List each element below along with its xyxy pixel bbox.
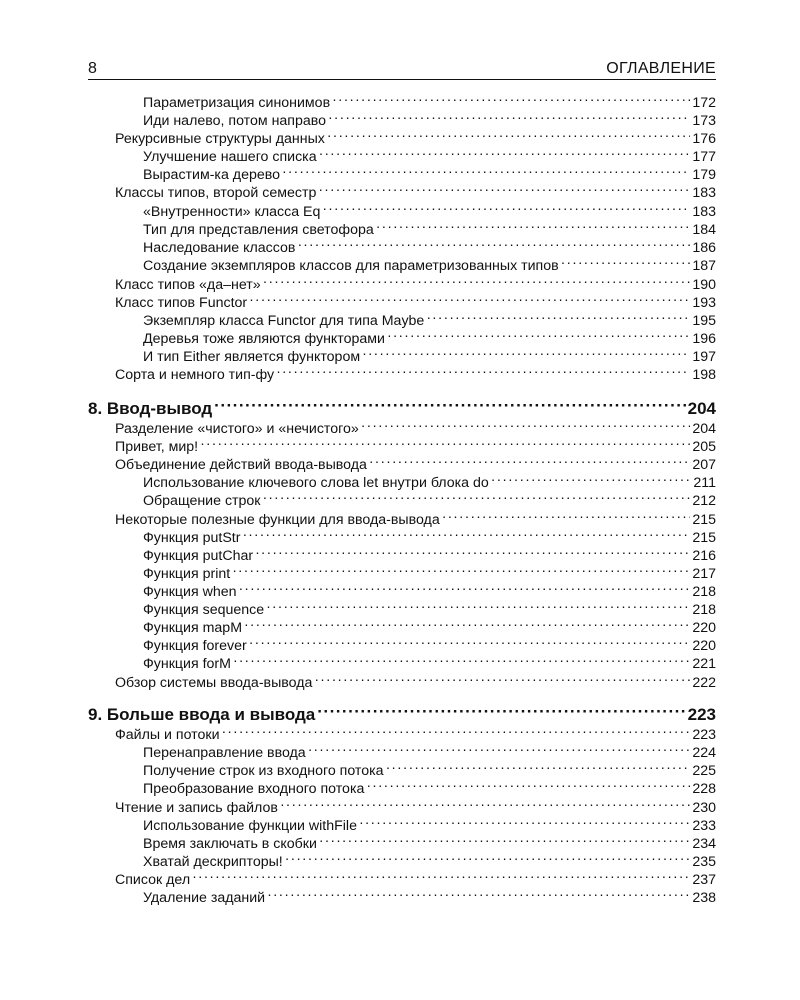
toc-subsection <box>143 780 716 798</box>
toc-subsection <box>143 330 716 348</box>
toc-entry-page: 223 <box>692 727 716 743</box>
dot-leader <box>491 474 692 489</box>
dot-leader <box>359 817 690 832</box>
dot-leader <box>222 726 691 741</box>
toc-entry-title: Обзор системы ввода-вывода <box>115 675 313 691</box>
dot-leader <box>328 112 690 127</box>
toc-subsection <box>143 817 716 835</box>
dot-leader <box>319 835 690 850</box>
toc-entry-title: Перенаправление ввода <box>143 745 306 761</box>
toc-entry-title: Использование функции withFile <box>143 818 357 834</box>
dot-leader <box>442 511 691 526</box>
toc-entry-title: Функция when <box>143 584 237 600</box>
toc-entry-title: Функция putStr <box>143 530 241 546</box>
toc-entry-page: 225 <box>692 763 716 779</box>
toc-entry-title: Деревья тоже являются функторами <box>143 331 385 347</box>
dot-leader <box>266 601 690 616</box>
toc-section <box>115 511 716 529</box>
toc-entry-page: 221 <box>692 656 716 672</box>
toc-entry-title: Удаление заданий <box>143 890 266 906</box>
toc-section <box>115 276 716 294</box>
toc-entry-page: 218 <box>692 584 716 600</box>
dot-leader <box>361 420 691 435</box>
dot-leader <box>282 166 690 181</box>
toc-entry-page: 196 <box>692 331 716 347</box>
toc-subsection <box>143 529 716 547</box>
toc-entry-page: 220 <box>692 620 716 636</box>
dot-leader <box>276 366 690 381</box>
toc-entry-title: Улучшение нашего списка <box>143 149 317 165</box>
toc-subsection <box>143 853 716 871</box>
toc-entry-page: 224 <box>692 745 716 761</box>
toc-entry-title: Привет, мир! <box>115 439 199 455</box>
toc-entry-title: Рекурсивные структуры данных <box>115 131 325 147</box>
toc-entry-page: 205 <box>692 439 716 455</box>
dot-leader <box>332 94 690 109</box>
toc-subsection <box>143 94 716 112</box>
toc-subsection <box>143 312 716 330</box>
toc-entry-page: 228 <box>692 781 716 797</box>
toc-entry-title: Разделение «чистого» и «нечистого» <box>115 421 359 437</box>
toc-section <box>115 438 716 456</box>
dot-leader <box>249 294 690 309</box>
toc-entry-title: Использование ключевого слова let внутри блока do <box>143 475 489 491</box>
toc-entry-page: 222 <box>692 675 716 691</box>
page-number: 8 <box>88 60 97 77</box>
toc-entry-title: 9. Больше ввода и вывода <box>88 705 316 724</box>
toc-subsection <box>143 619 716 637</box>
toc-subsection <box>143 655 716 673</box>
toc-entry-page: 212 <box>692 493 716 509</box>
toc-subsection <box>143 601 716 619</box>
toc-entry-page: 204 <box>687 399 716 418</box>
dot-leader <box>426 312 690 327</box>
dot-leader <box>242 529 690 544</box>
dot-leader <box>285 853 691 868</box>
dot-leader <box>376 221 691 236</box>
toc-entry-page: 217 <box>692 566 716 582</box>
toc-entry-page: 183 <box>692 185 716 201</box>
toc-entry-page: 186 <box>692 240 716 256</box>
toc-entry-page: 172 <box>692 95 716 111</box>
dot-leader <box>244 619 690 634</box>
toc-subsection <box>143 166 716 184</box>
dot-leader <box>263 276 691 291</box>
toc-entry-title: И тип Either является функтором <box>143 349 361 365</box>
toc-entry-page: 193 <box>692 295 716 311</box>
toc-subsection <box>143 583 716 601</box>
dot-leader <box>267 889 690 904</box>
toc-section <box>115 871 716 889</box>
toc-entry-title: Некоторые полезные функции для ввода-вывода <box>115 512 440 528</box>
toc-section <box>115 799 716 817</box>
toc-entry-page: 179 <box>692 167 716 183</box>
dot-leader <box>214 398 685 417</box>
toc-entry-page: 220 <box>692 638 716 654</box>
dot-leader <box>327 130 690 145</box>
dot-leader <box>366 780 690 795</box>
toc-entry-title: Чтение и запись файлов <box>115 800 278 816</box>
toc-entry-title: Преобразование входного потока <box>143 781 365 797</box>
dot-leader <box>239 583 691 598</box>
toc-subsection <box>143 112 716 130</box>
toc-subsection <box>143 221 716 239</box>
toc-entry-page: 184 <box>692 222 716 238</box>
toc-entry-page: 183 <box>692 204 716 220</box>
toc-entry-title: Хватай дескрипторы! <box>143 854 283 870</box>
toc-subsection <box>143 239 716 257</box>
toc-entry-page: 197 <box>692 349 716 365</box>
toc-entry-title: Тип для представления светофора <box>143 222 374 238</box>
toc-entry-title: 8. Ввод-вывод <box>88 399 213 418</box>
toc-subsection <box>143 348 716 366</box>
dot-leader <box>255 547 690 562</box>
toc-entry-title: Наследование классов <box>143 240 296 256</box>
toc-section <box>115 294 716 312</box>
toc-entry-title: Время заключать в скобки <box>143 836 317 852</box>
toc-entry-title: Класс типов «да–нет» <box>115 277 261 293</box>
toc-entry-page: 190 <box>692 277 716 293</box>
toc-subsection <box>143 637 716 655</box>
toc-entry-title: Обращение строк <box>143 493 261 509</box>
toc-entry-title: Иди налево, потом направо <box>143 113 327 129</box>
toc-entry-page: 223 <box>687 705 716 724</box>
dot-leader <box>386 762 691 777</box>
toc-entry-title: Функция forever <box>143 638 247 654</box>
dot-leader <box>387 330 690 345</box>
dot-leader <box>308 744 691 759</box>
toc-entry-page: 230 <box>692 800 716 816</box>
toc-entry-page: 207 <box>692 457 716 473</box>
toc-entry-page: 204 <box>692 421 716 437</box>
dot-leader <box>317 704 685 723</box>
toc-entry-page: 237 <box>692 872 716 888</box>
toc-section <box>115 726 716 744</box>
toc-entry-title: Файлы и потоки <box>115 727 220 743</box>
toc-entry-title: Функция forM <box>143 656 231 672</box>
dot-leader <box>319 148 691 163</box>
dot-leader <box>314 674 690 689</box>
header-rule <box>88 79 716 80</box>
toc-entry-title: Функция putChar <box>143 548 254 564</box>
toc-subsection <box>143 257 716 275</box>
toc-section <box>115 456 716 474</box>
toc-entry-title: Функция print <box>143 566 231 582</box>
toc-section <box>115 130 716 148</box>
page-header <box>88 60 716 82</box>
toc-entry-page: 234 <box>692 836 716 852</box>
toc-entry-page: 177 <box>692 149 716 165</box>
dot-leader <box>263 492 691 507</box>
toc-subsection <box>143 762 716 780</box>
dot-leader <box>233 655 690 670</box>
toc-entry-title: Классы типов, второй семестр <box>115 185 317 201</box>
dot-leader <box>362 348 690 363</box>
toc-entry-page: 233 <box>692 818 716 834</box>
toc-entry-page: 235 <box>692 854 716 870</box>
toc-section <box>115 184 716 202</box>
toc-entry-title: Создание экземпляров классов для параметризованных типов <box>143 258 559 274</box>
dot-leader <box>232 565 690 580</box>
dot-leader <box>318 184 690 199</box>
toc-entry-page: 211 <box>693 475 716 491</box>
toc-entry-title: Объединение действий ввода-вывода <box>115 457 367 473</box>
toc-entry-page: 216 <box>692 548 716 564</box>
toc-subsection <box>143 148 716 166</box>
toc-entry-page: 195 <box>692 313 716 329</box>
toc-entry-title: Класс типов Functor <box>115 295 248 311</box>
toc-chapter <box>88 704 716 726</box>
toc-entry-title: Вырастим-ка дерево <box>143 167 281 183</box>
toc-chapter <box>88 398 716 420</box>
toc-entry-title: Список дел <box>115 872 191 888</box>
toc-subsection <box>143 744 716 762</box>
toc-entry-page: 198 <box>692 367 716 383</box>
dot-leader <box>561 257 691 272</box>
toc-entry-title: Функция sequence <box>143 602 265 618</box>
dot-leader <box>280 799 690 814</box>
toc-subsection <box>143 492 716 510</box>
toc-entry-page: 238 <box>692 890 716 906</box>
toc-entry-title: Параметризация синонимов <box>143 95 331 111</box>
toc-entry-page: 218 <box>692 602 716 618</box>
dot-leader <box>369 456 690 471</box>
toc-entry-page: 215 <box>692 512 716 528</box>
toc-subsection <box>143 203 716 221</box>
toc-entry-page: 187 <box>692 258 716 274</box>
toc-subsection <box>143 474 716 492</box>
toc-entry-page: 215 <box>692 530 716 546</box>
running-title: ОГЛАВЛЕНИЕ <box>606 60 716 77</box>
toc-entry-title: Функция mapM <box>143 620 243 636</box>
toc-subsection <box>143 889 716 907</box>
toc-entry-title: Получение строк из входного потока <box>143 763 384 779</box>
toc-section <box>115 420 716 438</box>
toc-subsection <box>143 835 716 853</box>
toc-entry-page: 176 <box>692 131 716 147</box>
dot-leader <box>200 438 690 453</box>
dot-leader <box>297 239 690 254</box>
toc-entry-title: Экземпляр класса Functor для типа Maybe <box>143 313 425 329</box>
toc-entry-title: Сорта и немного тип-фу <box>115 367 275 383</box>
dot-leader <box>192 871 690 886</box>
toc-entry-page: 173 <box>692 113 716 129</box>
toc-subsection <box>143 565 716 583</box>
toc-section <box>115 366 716 384</box>
dot-leader <box>249 637 691 652</box>
toc-section <box>115 674 716 692</box>
toc-subsection <box>143 547 716 565</box>
toc-entry-title: «Внутренности» класса Eq <box>143 204 321 220</box>
dot-leader <box>322 203 690 218</box>
